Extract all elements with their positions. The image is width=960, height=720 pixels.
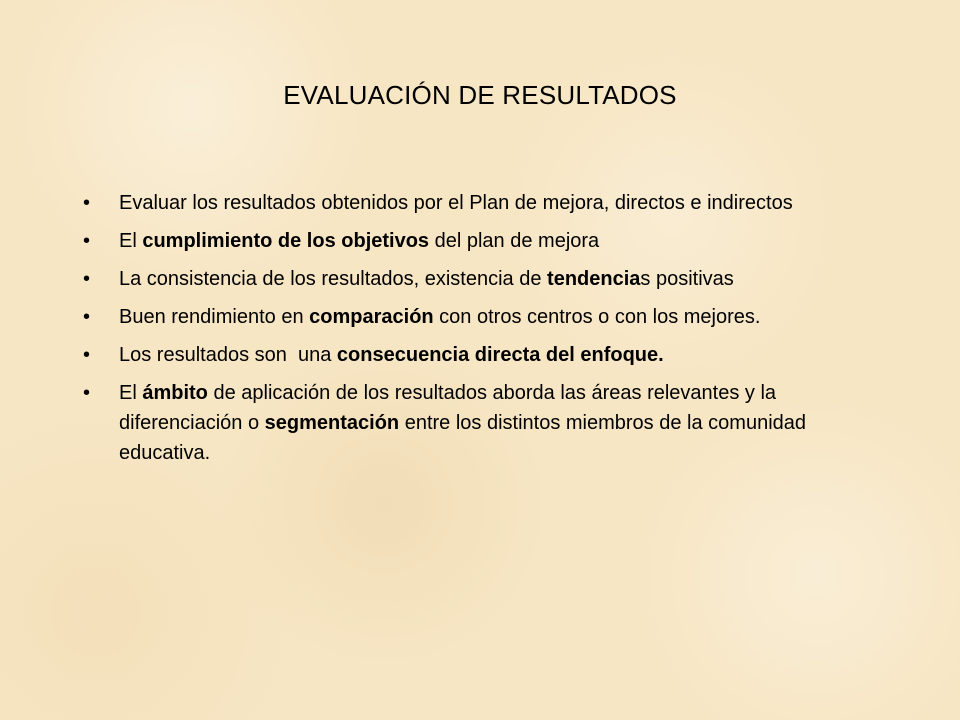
bullet-text-segment: del plan de mejora — [429, 230, 600, 252]
bullet-text-emphasis: comparación — [309, 306, 434, 328]
bullet-text — [119, 268, 734, 290]
bullet-text-segment: El — [119, 230, 143, 252]
bullet-text — [119, 382, 806, 464]
bullet-icon: • — [83, 268, 91, 290]
bullet-text — [119, 344, 664, 366]
bullet-text-segment: de aplicación de los resultados aborda las áreas relevantes y la diferenciación o — [119, 382, 777, 434]
bullet-item — [83, 340, 883, 370]
bullet-item — [83, 264, 883, 294]
bullet-item — [83, 188, 883, 218]
bullet-text-segment: Los resultados son una — [119, 344, 337, 366]
bullet-text-segment: entre los distintos miembros de la comunidad educativa. — [119, 412, 807, 464]
bullet-text-emphasis: ámbito — [142, 382, 208, 404]
bullet-text-segment: Evaluar los resultados obtenidos por el Plan de mejora, directos e indirectos — [119, 192, 793, 214]
slide-title: EVALUACIÓN DE RESULTADOS — [283, 80, 677, 110]
bullet-icon: • — [83, 382, 91, 404]
bullet-text-segment: con otros centros o con los mejores. — [433, 306, 761, 328]
bullet-text-emphasis: tendencia — [547, 268, 641, 290]
bullet-item — [83, 226, 883, 256]
bullet-text — [119, 230, 599, 252]
bullet-text-emphasis: consecuencia directa del enfoque. — [336, 344, 664, 366]
bullet-item — [83, 378, 883, 468]
bullet-text — [119, 306, 760, 328]
bullet-icon: • — [83, 344, 91, 366]
bullet-text-segment: La consistencia de los resultados, existencia de — [119, 268, 548, 290]
bullet-icon: • — [83, 306, 91, 328]
bullet-icon: • — [83, 230, 91, 252]
bullet-text-segment: Buen rendimiento en — [119, 306, 310, 328]
bullet-item — [83, 302, 883, 332]
bullet-text — [119, 192, 793, 214]
bullet-text-segment: El — [119, 382, 143, 404]
bullet-list — [83, 188, 883, 476]
bullet-text-emphasis: segmentación — [264, 412, 400, 434]
bullet-text-emphasis: cumplimiento de los objetivos — [142, 230, 430, 252]
bullet-text-segment: s positivas — [640, 268, 734, 290]
bullet-icon: • — [83, 192, 91, 214]
